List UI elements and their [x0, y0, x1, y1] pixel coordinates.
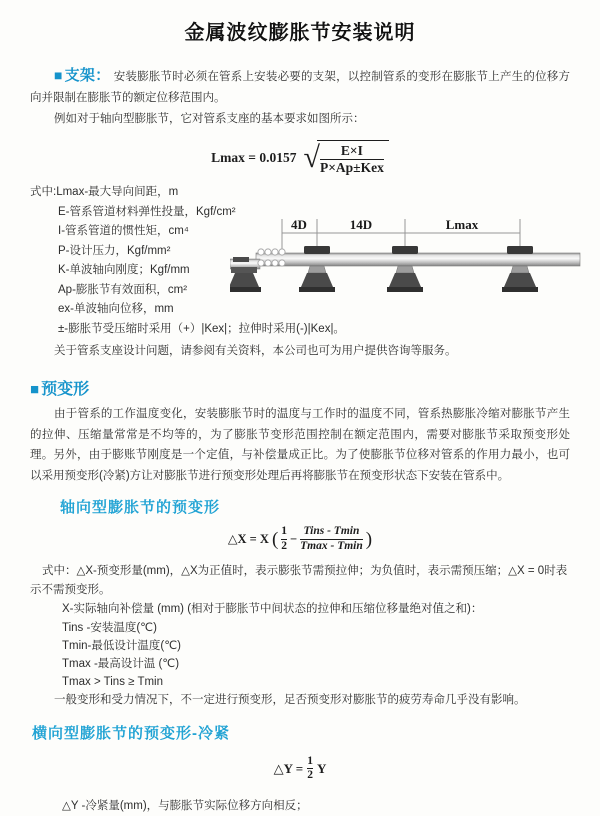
predeform-section-heading [30, 376, 570, 399]
page-title: 金属波纹膨胀节安装说明 [184, 22, 416, 44]
axial-line: X-实际轴向补偿量 (mm) (相对于膨胀节中间状态的拉伸和压缩位移量绝对值之和)： [62, 602, 483, 615]
axial-formula [30, 525, 570, 554]
lateral-formula [30, 755, 570, 784]
left-flange [233, 257, 249, 262]
definitions-block [30, 183, 570, 339]
half-fraction [281, 525, 287, 554]
pipe [256, 253, 580, 266]
half-denominator: 2 [281, 539, 288, 552]
definition-item: Ap-膨胀节有效面积，cm² [58, 283, 188, 296]
lmax-formula [30, 139, 570, 176]
pipe-support [502, 246, 538, 292]
definition-item: I-管系管道的惯性矩，cm⁴ [58, 225, 189, 238]
definition-item: ±-膨胀节受压缩时采用（+）|Kex|；拉伸时采用(-)|Kex|。 [58, 322, 345, 335]
sqrt-radical-icon: √ [303, 140, 320, 174]
axial-line: Tmax -最高设计温 (℃) [62, 657, 180, 670]
support-example-line: 例如对于轴向型膨胀节，它对管系支座的基本要求如图所示： [54, 113, 365, 125]
pipe-support-diagram [230, 213, 582, 305]
left-paren: ( [271, 528, 279, 550]
lateral-note-line: △Y -冷紧量(mm)，与膨胀节实际位移方向相反； [62, 800, 308, 813]
dimension-label-4d: 4D [291, 217, 307, 233]
definition-item: K-单波轴向刚度；Kgf/mm [58, 264, 190, 277]
lateral-formula-lhs: △Y = [273, 760, 304, 776]
lmax-fraction-numerator: E×I [340, 143, 363, 158]
support-intro-text: 安装膨胀节时必须在管系上安装必要的支架，以控制管系的变形在膨胀节上产生的位移方向并限制在膨胀节的额定位移范围内。 [30, 71, 570, 104]
predeform-heading-label: 预变形 [41, 381, 90, 399]
axial-line: Tins -安装温度(℃) [62, 621, 157, 634]
half-numerator: 1 [281, 525, 288, 537]
lmax-formula-lhs: Lmax = 0.0157 [211, 149, 297, 165]
axial-line: Tmax > Tins ≥ Tmin [62, 675, 163, 688]
support-note-line: 关于管系支座设计问题，请参阅有关资料，本公司也可为用户提供咨询等服务。 [54, 345, 457, 358]
axial-formula-lhs: △X = X [227, 532, 269, 547]
dimension-label-lmax: Lmax [445, 217, 479, 233]
pipe-support [299, 246, 335, 292]
definition-item: P-设计压力，Kgf/mm² [58, 244, 171, 257]
pipe-support [387, 246, 423, 292]
section-square-icon: ■ [54, 67, 63, 83]
axial-line: Tmin-最低设计温度(℃) [62, 639, 181, 652]
pipe-support [230, 267, 261, 292]
support-section-heading [54, 67, 110, 84]
lateral-half-fraction [307, 755, 313, 784]
support-heading-label: 支架： [64, 67, 111, 84]
definition-item: 式中:Lmax-最大导向间距，m [30, 186, 179, 199]
lmax-fraction [320, 143, 384, 176]
temperature-numerator: Tins - Tmin [303, 525, 360, 537]
lateral-formula-rhs: Y [316, 760, 327, 776]
sqrt-content [317, 140, 389, 176]
section-square-icon: ■ [30, 381, 40, 399]
lateral-numerator: 1 [307, 754, 313, 767]
temperature-denominator: Tmax - Tmin [300, 539, 363, 552]
lateral-subheading: 横向型膨胀节的预变形-冷紧 [32, 724, 230, 742]
right-paren: ) [365, 528, 373, 550]
axial-subheading: 轴向型膨胀节的预变形 [60, 499, 221, 516]
temperature-fraction [300, 525, 363, 554]
lateral-denominator: 2 [307, 769, 313, 782]
definition-item: ex-单波轴向位移，mm [58, 303, 174, 316]
minus-sign: − [290, 531, 298, 546]
axial-line: 一般变形和受力情况下，不一定进行预变形，足否预变形对膨胀节的疲劳寿命几乎没有影响。 [54, 693, 526, 706]
lmax-fraction-denominator: P×Ap±Kex [319, 160, 384, 176]
definition-item: E-管系管道材料弹性投量，Kgf/cm² [58, 205, 236, 218]
dimension-label-14d: 14D [349, 217, 373, 233]
support-intro-paragraph [30, 65, 570, 109]
predeform-paragraph: 由于管系的工作温度变化，安装膨胀节时的温度与工作时的温度不同，管系热膨胀冷缩对膨胀节产生的拉伸、压缩量常常是不均等的，为了膨胀节变形范围控制在额定范围内，需要对膨胀节采取预变形处理。另外，由于膨账节刚度是一个定值，与补偿量成正比。为了使膨胀节位移对管系的作用力最小，也可以采用预变形(冷紧)方让对膨胀节进行预变形处理后再将膨胀节在预变形状态下安装在管系中。 [30, 408, 570, 482]
axial-line: 式中：△X-预变形量(mm)，△X为正值时，表示膨张节需预拉伸；为负值时，表示需预压缩；△X = 0时表示不需预变形。 [30, 564, 568, 596]
